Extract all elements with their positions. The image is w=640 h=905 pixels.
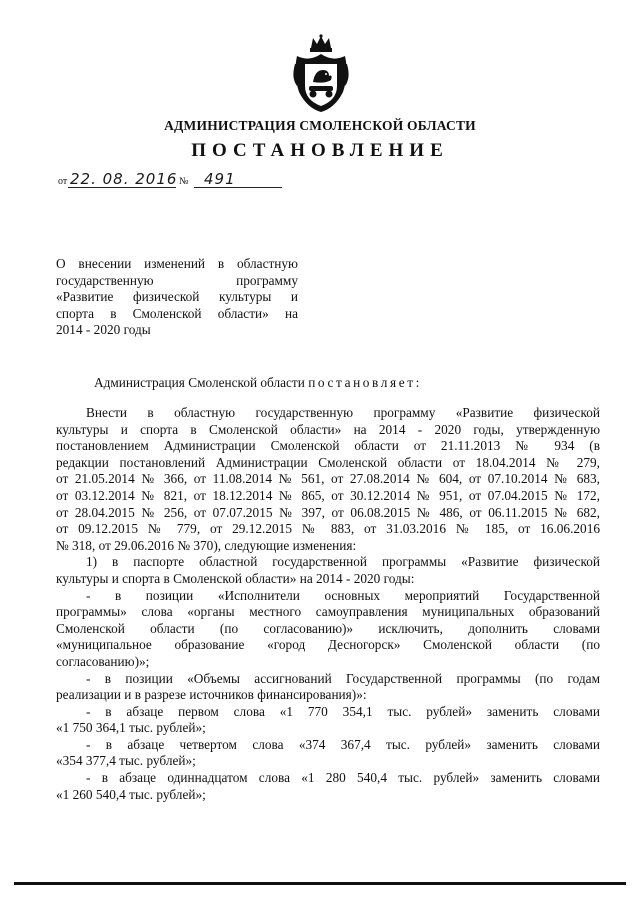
administration-title: АДМИНИСТРАЦИЯ СМОЛЕНСКОЙ ОБЛАСТИ — [164, 118, 476, 133]
decree-word: постановляет: — [308, 375, 422, 390]
document-type-title: ПОСТАНОВЛЕНИЕ — [191, 140, 449, 161]
date-number-line — [58, 170, 298, 190]
body-line: от 03.12.2014 № 821, от 18.12.2014 № 865, от 30.12.2014 № 951, от 07.04.2015 № 172, — [56, 487, 600, 503]
document-subject — [56, 256, 298, 339]
body-line: от 28.04.2015 № 256, от 07.07.2015 № 397, от 06.08.2015 № 486, от 06.11.2015 № 682, — [56, 504, 600, 520]
decree-lead: Администрация Смоленской области — [94, 375, 305, 390]
number-prefix: № — [179, 176, 189, 187]
body-line: «1 750 364,1 тыс. рублей»; — [56, 720, 206, 736]
body-line: культуры и спорта в Смоленской области» на 2014 - 2020 годы: — [56, 570, 415, 586]
body-line: программы» слова «органы местного самоуправления муниципальных образований — [56, 604, 600, 620]
date-prefix: от — [58, 176, 68, 187]
body-line: от 09.12.2015 № 779, от 29.12.2015 № 883, от 31.03.2016 № 185, от 16.06.2016 — [56, 521, 600, 537]
number-underline — [194, 187, 282, 188]
page-bottom-rule — [14, 882, 626, 885]
decree-formula — [94, 375, 422, 391]
body-line: Внести в областную государственную программу «Развитие физической — [86, 405, 600, 420]
body-line: 1) в паспорте областной государственной программы «Развитие физической — [86, 554, 600, 570]
handwritten-date: 22. 08. 2016 — [70, 170, 178, 188]
body-line: Смоленской области (по согласованию)» исключить, дополнить словами — [56, 620, 600, 636]
body-line: «354 377,4 тыс. рублей»; — [56, 753, 196, 769]
body-line: постановлением Администрации Смоленской области от 21.11.2013 № 934 (в — [56, 438, 600, 454]
subject-line: спорта в Смоленской области» на — [56, 305, 298, 321]
body-line: согласованию)»; — [56, 653, 150, 669]
document-body — [56, 405, 600, 803]
subject-line: 2014 - 2020 годы — [56, 322, 151, 337]
body-line: от 21.05.2014 № 366, от 11.08.2014 № 561, от 27.08.2014 № 604, от 07.10.2014 № 683, — [56, 471, 600, 487]
date-underline — [68, 187, 176, 188]
smolensk-coat-of-arms-icon — [289, 34, 353, 114]
body-line: № 318, от 29.06.2016 № 370), следующие изменения: — [56, 537, 357, 553]
body-line: культуры и спорта в Смоленской области» на 2014 - 2020 годы, утвержденную — [56, 421, 600, 437]
subject-line: О внесении изменений в областную — [56, 256, 298, 271]
body-line: - в абзаце первом слова «1 770 354,1 тыс. рублей» заменить словами — [86, 703, 600, 719]
body-line: реализации и в разрезе источников финансирования)»: — [56, 687, 367, 703]
body-line: - в позиции «Исполнители основных мероприятий Государственной — [86, 587, 600, 603]
subject-line: государственную программу — [56, 272, 298, 288]
body-line: - в абзаце одиннадцатом слова «1 280 540,4 тыс. рублей» заменить словами — [86, 770, 600, 786]
handwritten-number: 491 — [204, 170, 236, 188]
body-line: - в абзаце четвертом слова «374 367,4 тыс. рублей» заменить словами — [86, 736, 600, 752]
body-line: - в позиции «Объемы ассигнований Государственной программы (по годам — [86, 670, 600, 686]
subject-line: «Развитие физической культуры и — [56, 289, 298, 304]
body-line: редакции постановлений Администрации Смоленской области от 18.04.2014 № 279, — [56, 454, 600, 470]
body-line: «муниципальное образование «город Десногорск» Смоленской области (по — [56, 637, 600, 653]
body-line: «1 260 540,4 тыс. рублей»; — [56, 786, 206, 802]
